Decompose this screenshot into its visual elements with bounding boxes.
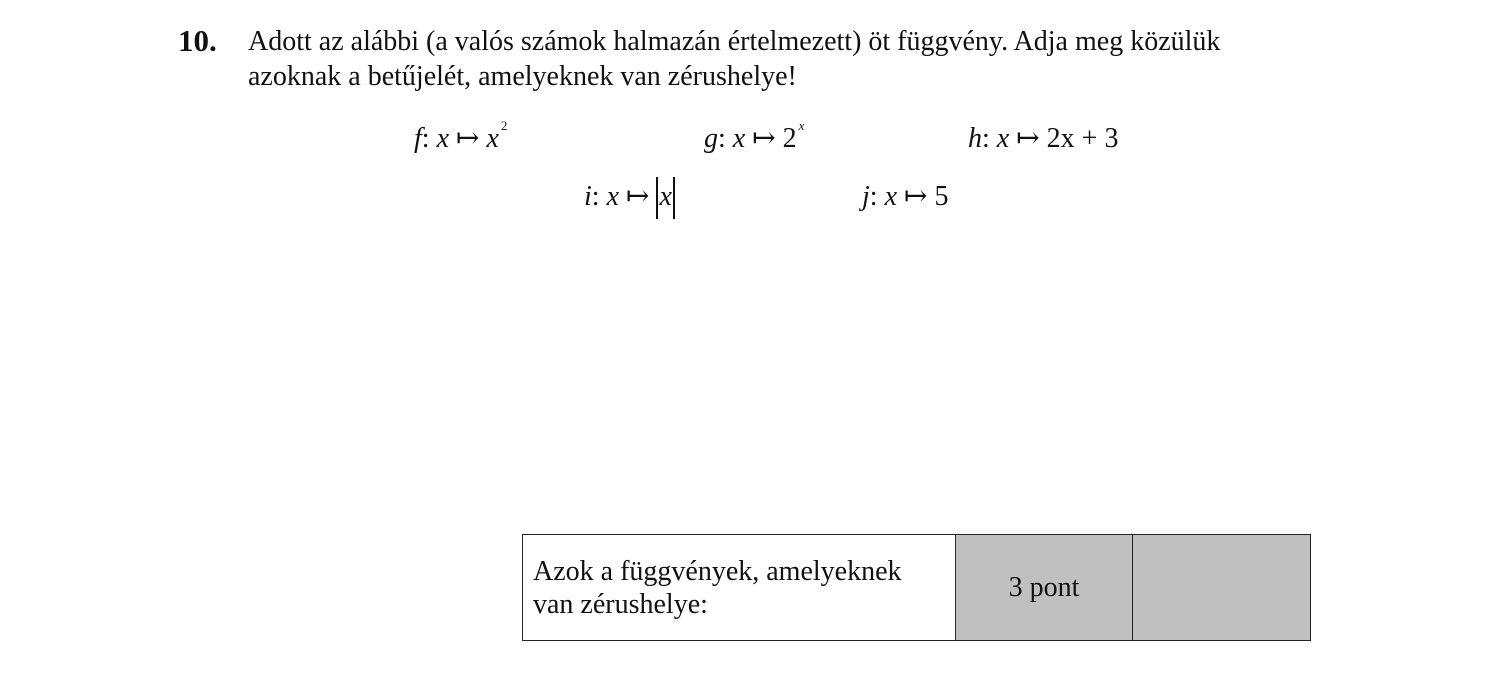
answer-table <box>522 534 1311 641</box>
function-j-name: j <box>862 181 870 212</box>
function-g-arrow: x ↦ <box>732 123 776 154</box>
score-entry-cell <box>1133 535 1311 641</box>
function-i-arrow: x ↦ <box>606 181 650 212</box>
function-f-arrow: x ↦ <box>436 123 480 154</box>
answer-label-cell <box>523 535 956 641</box>
function-i <box>584 180 675 214</box>
question-text <box>248 24 1348 94</box>
function-h-arrow: x ↦ <box>996 123 1040 154</box>
answer-label-line-1: Azok a függvények, amelyeknek <box>533 555 902 587</box>
question-text-line-2: azoknak a betűjelét, amelyeknek van zérushelye! <box>248 61 797 92</box>
function-f-exponent: 2 <box>500 118 508 133</box>
function-h-rule: 2x + 3 <box>1046 123 1119 154</box>
function-f-separator: : <box>421 123 430 154</box>
function-i-separator: : <box>591 181 600 212</box>
function-j-arrow: x ↦ <box>884 181 928 212</box>
function-g-rule: 2 <box>782 123 797 154</box>
function-f-rule: x <box>486 123 499 154</box>
question-text-line-1: Adott az alábbi (a valós számok halmazán értelmezett) öt függvény. Adja meg közülük <box>248 26 1221 57</box>
answer-label-line-2: van zérushelye: <box>533 588 708 620</box>
points-cell: 3 pont <box>956 535 1133 641</box>
function-g-name: g <box>704 123 718 154</box>
function-g-separator: : <box>718 123 726 154</box>
function-g <box>704 118 805 160</box>
function-i-name: i <box>584 181 592 212</box>
function-h-separator: : <box>982 123 990 154</box>
function-j-separator: : <box>869 181 878 212</box>
function-h-name: h <box>968 123 982 154</box>
function-j <box>862 180 948 214</box>
function-g-exponent: x <box>798 118 805 133</box>
question-number: 10. <box>178 23 217 58</box>
function-h <box>968 122 1118 156</box>
function-j-rule: 5 <box>934 181 949 212</box>
function-i-rule: x <box>656 180 674 214</box>
function-f-name: f <box>414 123 422 154</box>
function-f <box>414 118 508 160</box>
